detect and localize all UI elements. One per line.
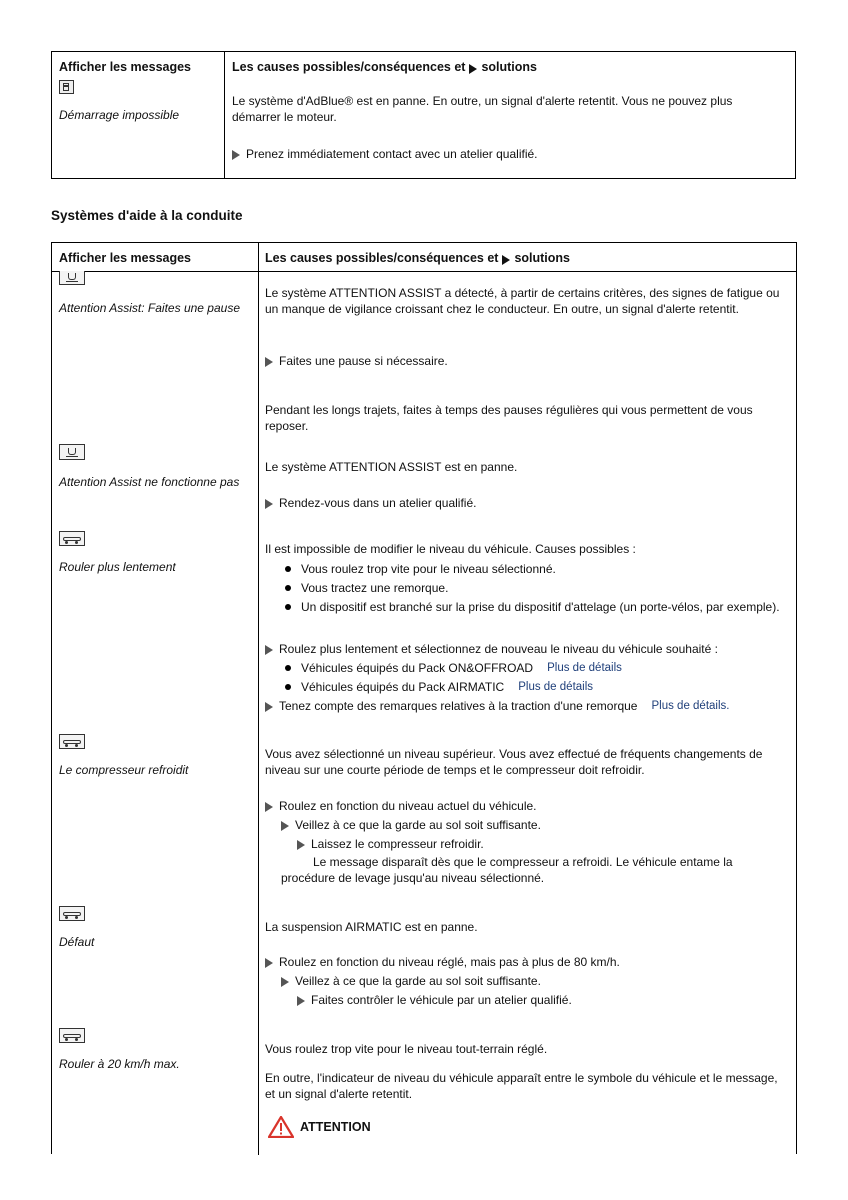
table2-header-left: Afficher les messages <box>59 251 192 265</box>
action-line: Tenez compte des remarques relatives à la traction d'une remorque Plus de détails. <box>265 698 790 715</box>
cause-text: Vous roulez trop vite pour le niveau tout-terrain réglé. <box>265 1042 548 1056</box>
cause-text: Le système d'AdBlue® est en panne. En outre, un signal d'alerte retentit. Vous ne pouvez plus démarrer le moteur. <box>232 94 733 124</box>
action-line: Roulez en fonction du niveau actuel du véhicule. <box>265 798 790 815</box>
list-item: Véhicules équipés du Pack ON&OFFROAD Plus de détails <box>265 660 790 677</box>
message-text: Le compresseur refroidit <box>59 763 189 777</box>
warning-label: ATTENTION <box>300 1120 371 1134</box>
cause-text: La suspension AIRMATIC est en panne. <box>265 920 478 934</box>
arrow-icon <box>232 150 240 160</box>
arrow-icon <box>297 996 305 1006</box>
vehicle-level-icon <box>59 734 85 749</box>
cause-text: Le système ATTENTION ASSIST a détecté, à partir de certains critères, des signes de fatigue ou un manque de vigilance croissant chez le conducteur. En outre, un signal d'alerte retentit. <box>265 286 780 316</box>
table1-header-right: Les causes possibles/conséquences et solutions <box>232 60 538 74</box>
message-text: Défaut <box>59 935 95 949</box>
message-text: Démarrage impossible <box>59 108 180 122</box>
message-text: Attention Assist: Faites une pause <box>59 301 240 315</box>
result-text: procédure de levage jusqu'au niveau sélectionné. <box>281 871 545 885</box>
action-line: Faites contrôler le véhicule par un atelier qualifié. <box>297 992 790 1009</box>
message-text: Rouler à 20 km/h max. <box>59 1057 180 1071</box>
list-item: Vous roulez trop vite pour le niveau sélectionné. <box>265 561 790 578</box>
arrow-icon <box>265 702 273 712</box>
cause-list <box>265 561 790 615</box>
arrow-icon <box>265 958 273 968</box>
details-link[interactable]: Plus de détails. <box>651 700 730 712</box>
vehicle-level-icon <box>59 906 85 921</box>
arrow-icon <box>281 977 289 987</box>
message-text: Rouler plus lentement <box>59 560 176 574</box>
details-link[interactable]: Plus de détails <box>518 681 594 693</box>
arrow-icon <box>265 499 273 509</box>
list-item: Vous tractez une remorque. <box>265 580 790 597</box>
coffee-cup-icon <box>59 444 85 460</box>
action-line: Roulez en fonction du niveau réglé, mais pas à plus de 80 km/h. <box>265 954 790 971</box>
action-line: Veillez à ce que la garde au sol soit suffisante. <box>281 817 790 834</box>
table-adblue <box>51 51 796 179</box>
action-line: Laissez le compresseur refroidir. <box>297 836 790 853</box>
action-line: Veillez à ce que la garde au sol soit suffisante. <box>281 973 790 990</box>
arrow-icon <box>297 840 305 850</box>
details-link[interactable]: Plus de détails <box>547 662 622 674</box>
action-line: Faites une pause si nécessaire. <box>265 353 790 370</box>
arrow-icon <box>265 357 273 367</box>
coffee-cup-icon <box>59 271 85 285</box>
action-line: Roulez plus lentement et sélectionnez de nouveau le niveau du véhicule souhaité : <box>265 641 790 658</box>
vehicle-level-icon <box>59 1028 85 1043</box>
action-line: Prenez immédiatement contact avec un atelier qualifié. <box>232 146 782 163</box>
message-text: Attention Assist ne fonctionne pas <box>59 475 240 489</box>
action-line: Rendez-vous dans un atelier qualifié. <box>265 495 790 512</box>
arrow-icon <box>265 645 273 655</box>
note-text: Pendant les longs trajets, faites à temps des pauses régulières qui vous permettent de vous reposer. <box>265 403 753 433</box>
cause-text: Le système ATTENTION ASSIST est en panne. <box>265 460 518 474</box>
warning-triangle-icon <box>268 1116 294 1138</box>
cause-text: En outre, l'indicateur de niveau du véhicule apparaît entre le symbole du véhicule et le message, et un signal d'alerte retentit. <box>265 1071 778 1101</box>
cause-text: Vous avez sélectionné un niveau supérieur. Vous avez effectué de fréquents changements de niveau sur une courte période de temps et le compresseur doit refroidir. <box>265 747 763 777</box>
arrow-icon <box>469 64 477 74</box>
arrow-icon <box>502 255 510 265</box>
list-item: Véhicules équipés du Pack AIRMATIC Plus de détails <box>265 679 790 696</box>
list-item: Un dispositif est branché sur la prise du dispositif d'attelage (un porte-vélos, par exemple). <box>265 599 790 615</box>
warning-block <box>268 1116 371 1138</box>
cause-text: Il est impossible de modifier le niveau du véhicule. Causes possibles : <box>265 542 636 556</box>
vehicle-level-icon <box>59 531 85 546</box>
table1-header-left: Afficher les messages <box>59 60 192 74</box>
adblue-fuel-icon <box>59 80 74 94</box>
arrow-icon <box>265 802 273 812</box>
table2-header-right: Les causes possibles/conséquences et solutions <box>265 251 571 265</box>
section-title: Systèmes d'aide à la conduite <box>51 208 243 223</box>
table-driving-assist <box>51 242 797 1154</box>
result-text: Le message disparaît dès que le compresseur a refroidi. Le véhicule entame la <box>313 855 733 869</box>
arrow-icon <box>281 821 289 831</box>
